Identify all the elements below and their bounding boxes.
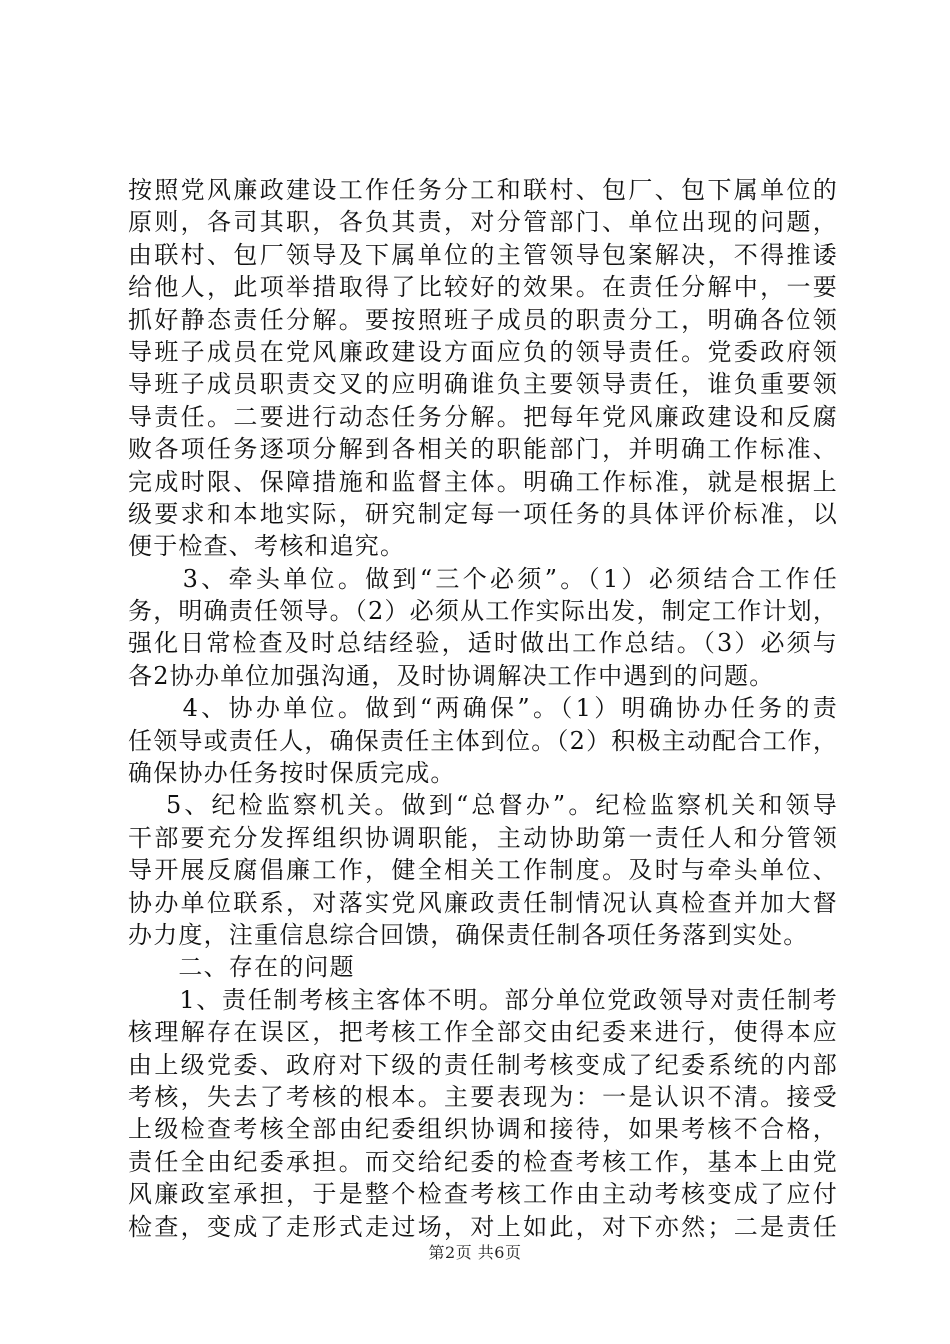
text-line: 考核，失去了考核的根本。主要表现为：一是认识不清。接受 bbox=[128, 1082, 838, 1111]
text-line: 干部要充分发挥组织协调职能，主动协助第一责任人和分管领 bbox=[128, 823, 838, 852]
text-line: 上级检查考核全部由纪委组织协调和接待，如果考核不合格， bbox=[128, 1115, 838, 1144]
text-line: 各2协办单位加强沟通，及时协调解决工作中遇到的问题。 bbox=[128, 661, 775, 690]
text-line: 便于检查、考核和追究。 bbox=[128, 532, 406, 561]
text-line: 风廉政室承担，于是整个检查考核工作由主动考核变成了应付 bbox=[128, 1180, 838, 1209]
text-line: 检查，变成了走形式走过场，对上如此，对下亦然；二是责任 bbox=[128, 1212, 838, 1241]
text-line: 导开展反腐倡廉工作，健全相关工作制度。及时与牵头单位、 bbox=[128, 856, 838, 885]
text-line: 1、责任制考核主客体不明。部分单位党政领导对责任制考 bbox=[128, 985, 838, 1014]
text-line: 务，明确责任领导。（2）必须从工作实际出发，制定工作计划， bbox=[128, 597, 838, 626]
text-line: 级要求和本地实际，研究制定每一项任务的具体评价标准，以 bbox=[128, 499, 838, 528]
text-line: 5、纪检监察机关。做到“总督办”。纪检监察机关和领导 bbox=[128, 791, 838, 820]
body-text bbox=[128, 174, 838, 1243]
text-line: 4、协办单位。做到“两确保”。（1）明确协办任务的责 bbox=[128, 694, 838, 723]
text-line: 任领导或责任人，确保责任主体到位。（2）积极主动配合工作， bbox=[128, 726, 838, 755]
page-footer: 第2页 共6页 bbox=[428, 1243, 522, 1262]
text-line: 败各项任务逐项分解到各相关的职能部门，并明确工作标准、 bbox=[128, 435, 838, 464]
text-line: 协办单位联系，对落实党风廉政责任制情况认真检查并加大督 bbox=[128, 888, 838, 917]
text-line: 导班子成员职责交叉的应明确谁负主要领导责任，谁负重要领 bbox=[128, 370, 838, 399]
text-line: 二、存在的问题 bbox=[128, 953, 355, 982]
text-line: 给他人，此项举措取得了比较好的效果。在责任分解中，一要 bbox=[128, 273, 838, 302]
text-line: 核理解存在误区，把考核工作全部交由纪委来进行，使得本应 bbox=[128, 1018, 838, 1047]
text-line: 按照党风廉政建设工作任务分工和联村、包厂、包下属单位的 bbox=[128, 176, 838, 204]
text-line: 原则，各司其职，各负其责，对分管部门、单位出现的问题， bbox=[128, 208, 838, 237]
text-line: 导班子成员在党风廉政建设方面应负的领导责任。党委政府领 bbox=[128, 337, 838, 366]
text-line: 抓好静态责任分解。要按照班子成员的职责分工，明确各位领 bbox=[128, 305, 838, 334]
text-line: 强化日常检查及时总结经验，适时做出工作总结。（3）必须与 bbox=[128, 629, 838, 658]
text-line: 由联村、包厂领导及下属单位的主管领导包案解决，不得推诿 bbox=[128, 240, 838, 269]
text-line: 办力度，注重信息综合回馈，确保责任制各项任务落到实处。 bbox=[128, 920, 809, 949]
text-line: 3、牵头单位。做到“三个必须”。（1）必须结合工作任 bbox=[128, 564, 838, 593]
text-line: 导责任。二要进行动态任务分解。把每年党风廉政建设和反腐 bbox=[128, 402, 838, 431]
text-line: 完成时限、保障措施和监督主体。明确工作标准，就是根据上 bbox=[128, 467, 838, 496]
text-line: 由上级党委、政府对下级的责任制考核变成了纪委系统的内部 bbox=[128, 1050, 838, 1079]
text-line: 责任全由纪委承担。而交给纪委的检查考核工作，基本上由党 bbox=[128, 1147, 838, 1176]
text-line: 确保协办任务按时保质完成。 bbox=[128, 759, 456, 788]
